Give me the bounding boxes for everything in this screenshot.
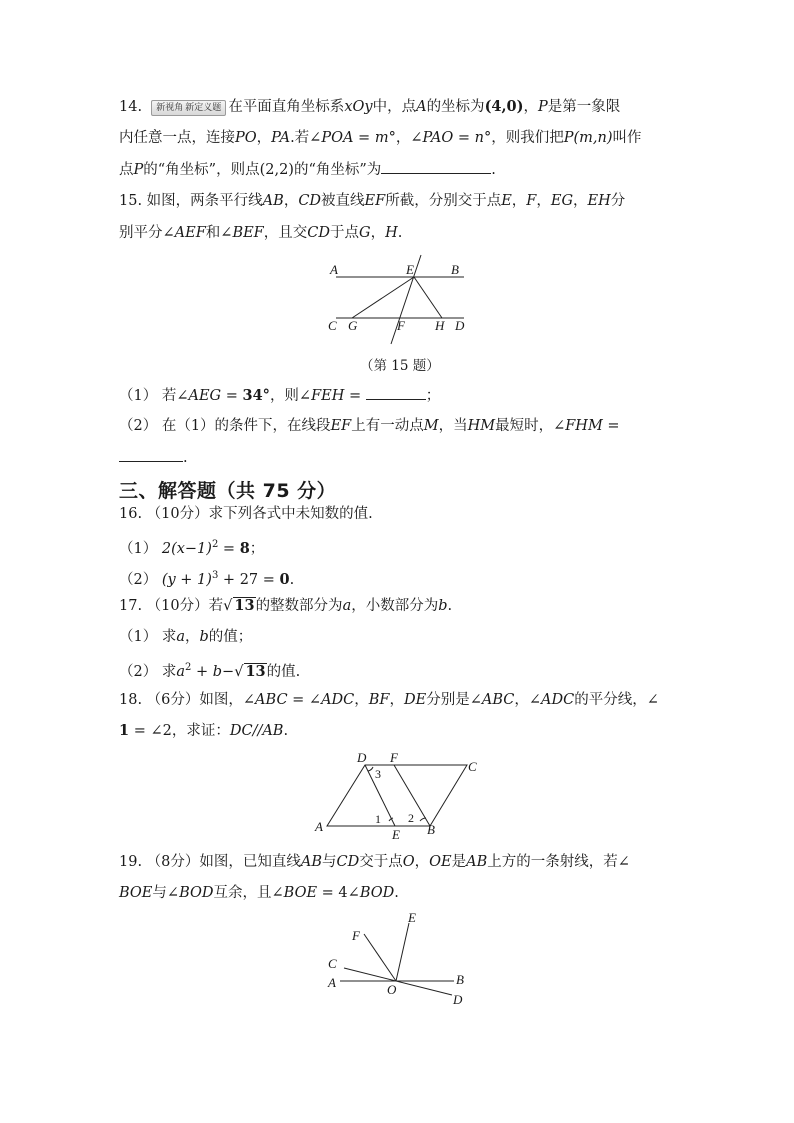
q17-stem [119, 596, 452, 616]
math: 1 [119, 722, 130, 739]
text: . [394, 885, 399, 901]
label-A: A [330, 262, 338, 277]
text: °，则我们把 [484, 130, 564, 146]
label-O: O [387, 982, 397, 997]
text: °，∠ [388, 130, 423, 146]
math: EF [330, 418, 352, 434]
text: ，且交 [263, 225, 308, 241]
text: 上有一动点 [351, 418, 424, 434]
text: 的坐标为 [426, 99, 485, 115]
q15-2-answer-blank[interactable] [119, 447, 183, 462]
q17-part-1 [119, 627, 252, 647]
math: AB [262, 193, 284, 209]
q15-line-2 [119, 223, 402, 243]
segment-EG [352, 277, 414, 318]
exponent: 3 [211, 570, 219, 581]
text: （1） [119, 540, 162, 557]
math: b [212, 663, 223, 680]
text: . [183, 450, 188, 466]
exponent: 2 [185, 662, 192, 673]
badge-tag-2: 新定义题 [185, 103, 222, 113]
sqrt-icon: √ [234, 663, 244, 680]
q18-line-1 [119, 690, 659, 710]
text: ， [185, 629, 200, 645]
math: (y + 1) [161, 571, 212, 588]
label-E: E [406, 262, 414, 277]
math: 0 [279, 570, 290, 588]
parallelogram-ABCD [327, 765, 467, 826]
text: （2） [119, 571, 162, 588]
math: AEG [188, 388, 222, 404]
text: ， [283, 193, 299, 209]
math: O [402, 854, 415, 870]
math: ABC [481, 692, 515, 708]
math: F [526, 193, 537, 209]
math: n [474, 130, 484, 146]
math: b [438, 598, 448, 614]
q14-number: 14. [119, 99, 143, 115]
math: EH [587, 193, 611, 209]
math: a [176, 629, 185, 645]
text: 内任意一点，连接 [119, 130, 235, 146]
text: ，则∠ [269, 388, 312, 404]
math: DC//AB [229, 723, 284, 739]
text: = [344, 388, 366, 404]
math: (2,2) [259, 162, 294, 178]
math: CD [298, 193, 322, 209]
label-G: G [348, 318, 358, 333]
math: P(m,n) [563, 130, 613, 146]
text: （2） 在（1）的条件下，在线段 [119, 418, 331, 434]
q15-part-2 [119, 416, 620, 436]
q14-line-2 [119, 128, 642, 148]
text: 最短时，∠ [495, 418, 566, 434]
text: 如图，两条平行线 [146, 193, 263, 209]
text: 19. （8分）如图，已知直线 [119, 854, 301, 870]
q19-line-1 [119, 852, 630, 872]
math: BOD [359, 885, 395, 901]
text: ，当 [438, 418, 468, 434]
text: 的“角坐标”，则点 [143, 162, 260, 178]
text: ， [536, 193, 551, 209]
text: = [221, 388, 243, 404]
math: PO [235, 130, 257, 146]
segment-EH [414, 277, 442, 318]
math: FEH [311, 388, 345, 404]
text: 别平分∠ [119, 225, 175, 241]
text: − [222, 663, 235, 680]
section-heading: 三、解答题（共 75 分） [119, 480, 337, 502]
label-A: A [328, 975, 336, 990]
math: DE [404, 692, 427, 708]
text: = 4∠ [317, 885, 360, 901]
math: PAO [422, 130, 454, 146]
math: m [374, 130, 389, 146]
text: = ∠ [287, 692, 322, 708]
figure-q18 [310, 748, 490, 843]
text: ， [256, 130, 272, 146]
q14-line-3: 点P的“角坐标”，则点(2,2)的“角坐标”为 . [119, 159, 496, 180]
label-B: B [427, 822, 435, 837]
math: E [501, 193, 512, 209]
text: 所截，分别交于点 [385, 193, 502, 209]
label-D: D [453, 992, 463, 1007]
text: 的“角坐标”为 [293, 162, 382, 178]
text: ， [511, 193, 527, 209]
math: CD [307, 225, 330, 241]
text: = [218, 540, 240, 557]
figure-q15 [322, 252, 472, 347]
text: （2） 求 [119, 663, 177, 680]
text: 在平面直角坐标系 [228, 99, 345, 115]
text: 与∠ [152, 885, 180, 901]
text: ，∠ [514, 692, 542, 708]
label-C: C [468, 759, 477, 774]
text: ， [573, 193, 588, 209]
q15-part-1 [119, 385, 440, 406]
label-C: C [328, 318, 337, 333]
text: 与 [322, 854, 337, 870]
figure-caption-q15: （第 15 题） [360, 358, 440, 374]
text: 是 [451, 854, 467, 870]
ray-OE [396, 923, 409, 981]
text: 中，点 [372, 99, 417, 115]
text: . [283, 723, 289, 739]
text: 18. （6分）如图，∠ [119, 692, 256, 708]
q15-line-1 [119, 191, 625, 211]
math: G [358, 225, 371, 241]
text: 交于点 [359, 854, 403, 870]
text: . [447, 598, 453, 614]
q19-line-2 [119, 883, 399, 903]
q14-line-1 [119, 97, 620, 117]
math: BOE [119, 885, 153, 901]
text: 上方的一条射线，若∠ [487, 854, 630, 870]
math: AB [466, 854, 488, 870]
math: CD [336, 854, 360, 870]
math: (4,0) [484, 98, 524, 115]
text: = [453, 130, 475, 146]
label-angle-2: 2 [408, 811, 414, 825]
label-C: C [328, 956, 337, 971]
text: = [602, 418, 620, 434]
text: ； [425, 388, 441, 404]
q14-tag-badge [151, 100, 226, 116]
text: = ∠2，求证： [129, 723, 230, 739]
q16-part-2 [119, 566, 294, 590]
label-angle-1: 1 [375, 812, 381, 826]
angle-mark-3 [368, 767, 373, 771]
math: ADC [321, 692, 355, 708]
label-E: E [392, 827, 400, 842]
text: 的值. [266, 663, 301, 680]
text: = [353, 130, 375, 146]
text: 的平分线，∠ [574, 692, 659, 708]
q16-part-1 [119, 535, 264, 559]
label-D: D [357, 750, 367, 765]
text: （1） 若∠ [119, 388, 189, 404]
text: 互余，且∠ [213, 885, 284, 901]
label-F: F [390, 750, 398, 765]
math: 2(x−1) [161, 540, 212, 557]
label-A: A [315, 819, 323, 834]
math: M [423, 418, 439, 434]
q16-stem: 16. （10分）求下列各式中未知数的值. [119, 506, 373, 522]
text: 分别是∠ [426, 692, 482, 708]
angle-mark-2 [420, 818, 426, 821]
text: 被直线 [321, 193, 365, 209]
q15-part-2-blank-line [119, 447, 188, 468]
label-F: F [352, 928, 360, 943]
label-D: D [455, 318, 465, 333]
text: 分 [610, 193, 626, 209]
label-E: E [408, 910, 416, 925]
text: 点 [119, 162, 134, 178]
text: ； [249, 540, 265, 557]
sqrt-icon: √ [223, 598, 233, 614]
exponent: 2 [211, 539, 219, 550]
math: b [199, 629, 209, 645]
math: A [416, 99, 427, 115]
math: BOE [283, 885, 318, 901]
text: 是第一象限 [547, 99, 621, 115]
math: ADC [541, 692, 575, 708]
figure-q19 [322, 908, 472, 1013]
text: 于点 [329, 225, 359, 241]
math: P [133, 162, 144, 178]
text: + 27 = [218, 571, 280, 588]
math: a [342, 598, 352, 614]
text: + [191, 663, 213, 680]
q15-1-answer-blank[interactable] [366, 385, 426, 400]
math: PA [271, 130, 291, 146]
text: ， [354, 692, 369, 708]
text: . [397, 225, 403, 241]
math: 13 [234, 597, 255, 614]
math: 13 [245, 662, 266, 680]
label-B: B [456, 972, 464, 987]
math: POA [321, 130, 354, 146]
math: P [538, 99, 548, 115]
math: EG [550, 193, 574, 209]
math: BEF [232, 225, 264, 241]
label-F: F [397, 318, 405, 333]
text: 17. （10分）若 [119, 598, 224, 614]
q17-part-2 [119, 658, 300, 682]
math: AB [300, 854, 323, 870]
math: BOD [179, 885, 214, 901]
math: H [385, 225, 398, 241]
text: 叫作 [612, 130, 642, 146]
text: ， [389, 692, 404, 708]
label-angle-3: 3 [375, 767, 381, 781]
math: a [176, 663, 185, 680]
text: ，小数部分为 [351, 598, 439, 614]
text: . [289, 571, 295, 588]
math: ABC [255, 692, 288, 708]
q15-number: 15. [119, 193, 143, 209]
text: 的值； [208, 629, 253, 645]
q18-line-2 [119, 721, 288, 741]
math: BF [368, 692, 390, 708]
math: AEF [174, 225, 206, 241]
label-B: B [451, 262, 459, 277]
math: 8 [239, 539, 250, 557]
text: ， [414, 854, 430, 870]
math: EF [364, 193, 386, 209]
label-H: H [435, 318, 445, 333]
text: ， [523, 99, 539, 115]
text: 和∠ [205, 225, 233, 241]
text: 的整数部分为 [255, 598, 343, 614]
math: HM [467, 418, 496, 434]
text: .若∠ [290, 130, 322, 146]
badge-tag-1: 新视角 [156, 103, 184, 113]
math: FHM [565, 418, 603, 434]
q14-answer-blank[interactable] [381, 159, 491, 174]
math: OE [429, 854, 452, 870]
math: 34° [242, 387, 270, 404]
text: ， [370, 225, 386, 241]
text: （1） 求 [119, 629, 177, 645]
math: xOy [344, 99, 373, 115]
